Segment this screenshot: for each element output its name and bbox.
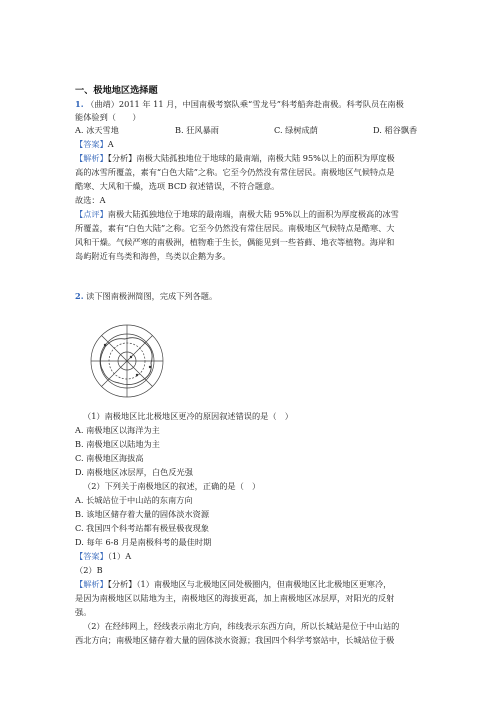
q2-analysis-text: 【分析】（1）南极地区与北极地区同处极圈内，但南极地区比北极地区更寒冷， [107,579,392,589]
q2-analysis-line3: 强。 [75,607,92,617]
q1-number: 1. [75,99,84,109]
q2-analysis-line5: 西北方向；南极地区储存着大量的固体淡水资源；我国四个科学考察站中，长城站位于极 [75,635,395,645]
q1-comment-line2: 所覆盖，素有“白色大陆”之称。它至今仍然没有常住居民。南极地区气候特点是酷寒、大 [75,223,395,233]
q2-sub1-option-c: C. 南极地区海拔高 [75,453,144,463]
q1-comment-line4: 岛屿附近有鸟类和海兽，鸟类以企鹅为多。 [75,251,231,261]
q1-answer-tag: 【答案】 [75,139,108,149]
map-station-dot-3 [130,356,132,358]
q1-comment-text: 南极大陆孤独地位于地球的最南端，南极大陆 95%以上的面积为厚度极高的冰雪 [107,209,399,219]
q2-sub2-option-d: D. 每年 6-8 月是南极科考的最佳时期 [75,537,212,547]
q2-sub2-option-a: A. 长城站位于中山站的东南方向 [75,495,193,505]
q2-stem [75,290,217,302]
q2-sub2-stem: （2）下列关于南极地区的叙述，正确的是（ ） [83,481,261,491]
q1-analysis-line1 [75,152,395,164]
q1-option-b: B. 狂风暴雨 [175,125,219,135]
q1-option-c: C. 绿树成荫 [274,125,318,135]
q1-stem-line2: 能体验到（ ） [75,112,141,122]
q1-stem-line1 [75,98,404,110]
q1-option-a: A. 冰天雪地 [75,125,119,135]
q2-sub1-stem: （1）南极地区比北极地区更冷的原因叙述错误的是（ ） [83,411,293,421]
q1-answer [75,138,114,150]
q1-analysis-line4: 故选：A [75,195,106,205]
q1-analysis-line2: 高的冰雪所覆盖，素有“白色大陆”之称。它至今仍然没有常住居民。南极地区气候特点是 [75,167,395,177]
q2-analysis-line1 [75,578,391,590]
q2-sub1-option-a: A. 南极地区以海洋为主 [75,425,160,435]
q1-answer-value: A [107,139,114,149]
q2-answer-2: （2）B [75,565,103,575]
section-title: 一、极地地区选择题 [75,85,158,96]
q2-stem-text: 读下图南极洲简图，完成下列各题。 [86,291,218,301]
q2-sub2-option-c: C. 我国四个科考站都有极昼极夜现象 [75,523,209,533]
q1-comment-tag: 【点评】 [75,209,108,219]
q2-analysis-line2: 是因为南极地区以陆地为主，南极地区的海拔更高，加上南极地区冰层厚，对阳光的反射 [75,593,395,603]
map-station-dot-1 [104,344,106,346]
q2-analysis-line4: （2）在经纬网上，经线表示南北方向，纬线表示东西方向，所以长城站是位于中山站的 [83,621,400,631]
q2-sub2-option-b: B. 该地区储存着大量的固体淡水资源 [75,509,210,519]
q1-comment-line3: 风和干燥。气候严寒的南极洲，植物难于生长，偶能见到一些苔藓、地衣等植物。海岸和 [75,237,395,247]
q2-sub1-option-b: B. 南极地区以陆地为主 [75,439,160,449]
q2-number: 2. [75,291,84,301]
map-station-dot-4 [136,374,138,376]
q1-analysis-text: 【分析】南极大陆孤独地位于地球的最南端，南极大陆 95%以上的面积为厚度极 [107,153,395,163]
q1-option-d: D. 稻谷飘香 [373,125,418,135]
q2-analysis-tag: 【解析】 [75,579,108,589]
q1-stem-text: （曲靖）2011 年 11 月，中国南极考察队乘“雪龙号”科考船奔赴南极。科考队员在南极 [86,99,404,109]
q2-sub1-option-d: D. 南极地区冰层厚，白色反光强 [75,467,193,477]
q2-answer-tag: 【答案】 [75,551,108,561]
map-station-dot-2 [149,366,151,368]
antarctica-map-figure [75,317,185,401]
q2-answer-1: （1）A [107,551,132,561]
q1-comment-line1 [75,208,399,220]
q1-analysis-tag: 【解析】 [75,153,108,163]
q2-answer-line1 [75,550,131,562]
q1-analysis-line3: 酷寒、大风和干燥，选项 BCD 叙述错误，不符合题意。 [75,181,280,191]
